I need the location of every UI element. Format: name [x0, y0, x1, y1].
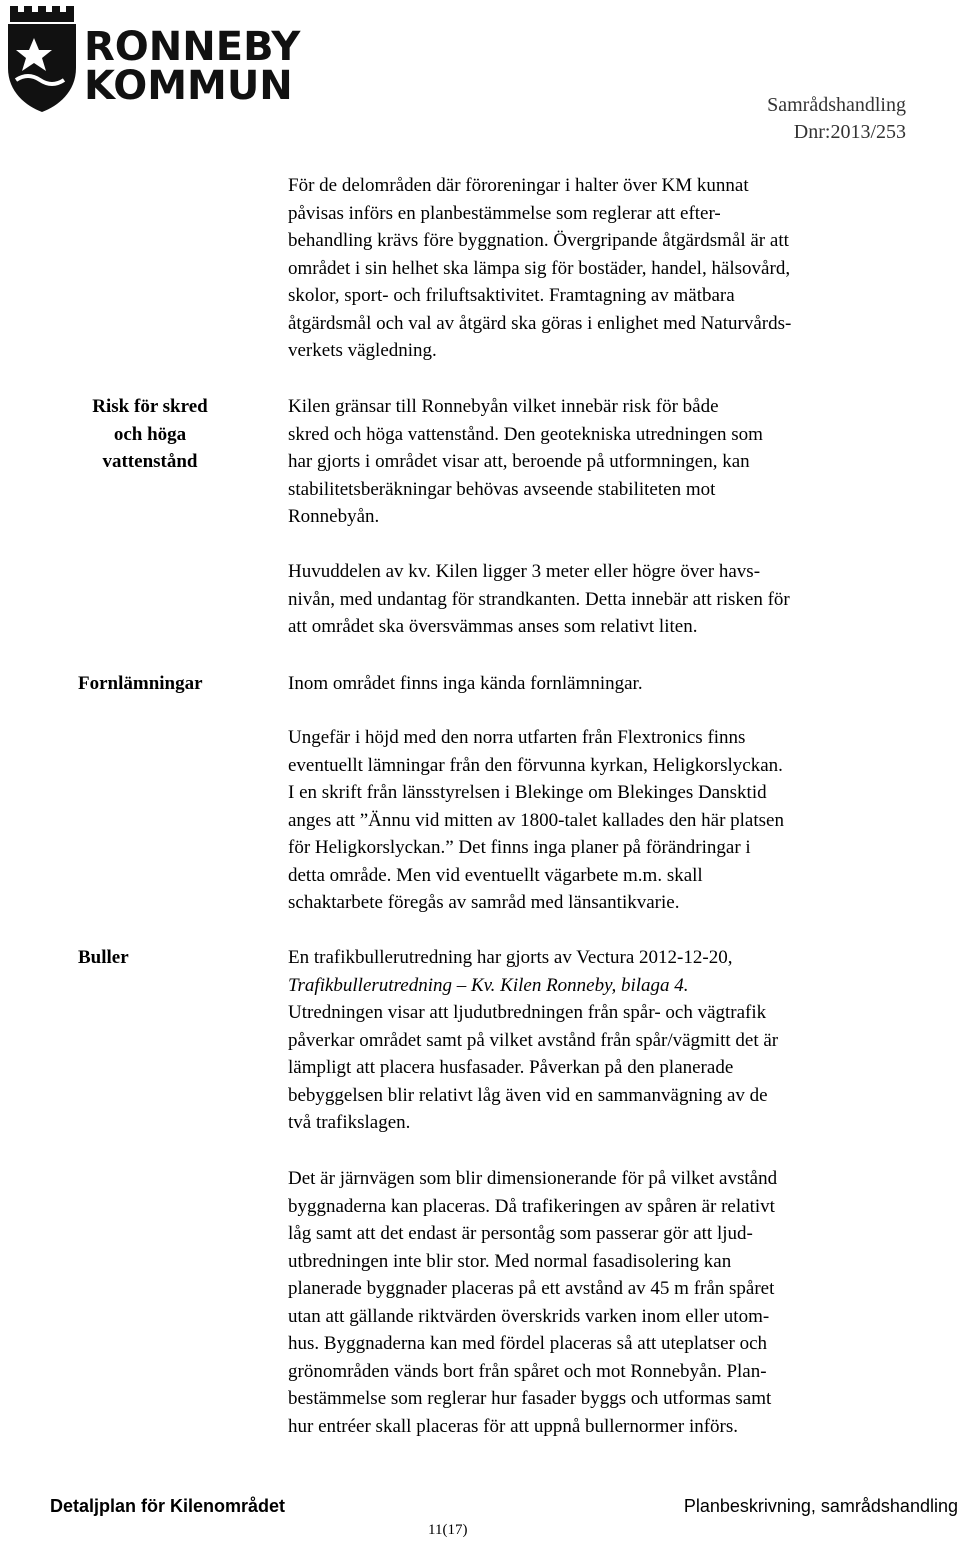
risk-paragraph-2: Huvuddelen av kv. Kilen ligger 3 meter eller högre över havs- nivån, med undantag för strandkanten. Detta innebär att risken för att området ska översvämmas anses som relativt liten. [288, 561, 790, 637]
document-number: Dnr:2013/253 [793, 121, 906, 143]
buller-heading: Buller [78, 947, 129, 968]
document-type: Samrådshandling [767, 94, 906, 116]
fornlamningar-heading: Fornlämningar [78, 673, 203, 694]
coat-of-arms-icon [4, 2, 80, 112]
buller-paragraph-2: Det är järnvägen som blir dimensionerande för på vilket avstånd byggnaderna kan placeras. Då trafikeringen av spåren är relativt låg samt att det endast är persontåg som passerar gör att ljud- utbredningen inte blir stor. Med normal fasadisolering kan planerade byggnader placeras på ett avstånd av 45 m från spåret utan att gällande riktvärden överskrids varken inom eller utom- hus. Byggnaderna kan med fördel placeras så att uteplatser och grönområden vänds bort från spåret och mot Ronnebyån. Plan- bestämmelse som reglerar hur fasader byggs och utformas samt hur entréer skall placeras för att uppnå bullernormer införs. [288, 1168, 778, 1437]
footer-plan-title: Detaljplan för Kilenområdet [50, 1496, 286, 1516]
risk-paragraph-1: Kilen gränsar till Ronnebyån vilket innebär risk för både skred och höga vattenstånd. Den geotekniska utredningen som har gjorts i området visar att, beroende på utformningen, kan stabilitetsberäkningar behövas avseende stabiliteten mot Ronnebyån. [288, 396, 763, 527]
logo-line-2: KOMMUN [84, 63, 293, 109]
fornlamningar-paragraph-2: Ungefär i höjd med den norra utfarten från Flextronics finns eventuellt lämningar från den förvunna kyrkan, Heligkorslyckan. I en skrift från länsstyrelsen i Blekinge om Blekinges Dansktid anges att ”Ännu vid mitten av 1800-talet kallades den här platsen för Heligkorslyckan.” Det finns inga planer på förändringar i detta område. Men vid eventuellt vägarbete m.m. skall schaktarbete föregås av samråd med länsantikvarie. [288, 727, 784, 913]
intro-paragraph: För de delområden där föroreningar i halter över KM kunnat påvisas införs en planbestämmelse som reglerar att efter- behandling krävs före byggnation. Övergripande åtgärdsmål är att området i sin helhet ska lämpa sig för bostäder, handel, hälsovård, skolor, sport- och friluftsaktivitet. Framtagning av mätbara åtgärdsmål och val av åtgärd ska göras i enlighet med Naturvårds- verkets vägledning. [288, 175, 792, 361]
page-number: 11(17) [428, 1522, 468, 1538]
municipality-logo [4, 2, 301, 112]
logo-wordmark [84, 24, 301, 109]
risk-heading: Risk för skred och höga vattenstånd [92, 396, 208, 472]
document-header [767, 92, 906, 146]
fornlamningar-paragraph-1: Inom området finns inga kända fornlämningar. [288, 673, 643, 694]
buller-paragraph-1: En trafikbullerutredning har gjorts av Vectura 2012-12-20, Trafikbullerutredning – Kv. Kilen Ronneby, bilaga 4. Utredningen visar att ljudutbredningen från spår- och vägtrafik påverkar området samt på vilket avstånd från spår/vägmitt det är lämpligt att placera husfasader. Påverkan på den planerade bebyggelsen blir relativt låg även vid en sammanvägning av de två trafikslagen. [288, 944, 928, 1137]
logo-line-1: RONNEBY [84, 24, 301, 70]
footer-document-type: Planbeskrivning, samrådshandling [683, 1496, 958, 1516]
report-reference: Trafikbullerutredning – Kv. Kilen Ronneby, bilaga 4. [288, 974, 689, 996]
